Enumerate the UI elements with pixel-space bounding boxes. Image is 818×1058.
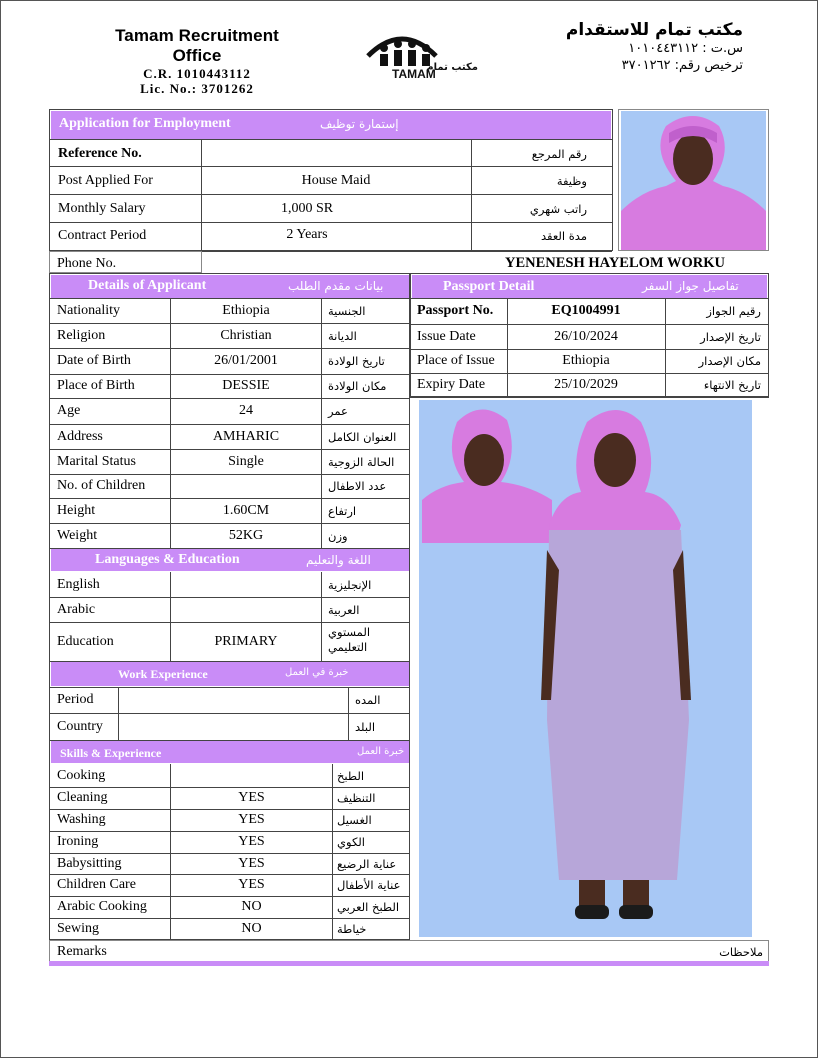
issue-date-label-ar: تاريخ الإصدار: [700, 330, 761, 344]
children-care-label: Children Care: [57, 877, 136, 892]
arabic-cooking-label-ar: الطبخ العربي: [337, 900, 400, 914]
cooking-label-ar: الطبخ: [337, 769, 365, 783]
languages-title-ar: اللغة والتعليم: [306, 553, 371, 567]
babysitting-label: Babysitting: [57, 856, 122, 871]
children-care-value: YES: [238, 877, 265, 892]
expiry-date-label: Expiry Date: [417, 377, 486, 392]
row-divider: [49, 622, 410, 623]
weight-label: Weight: [57, 528, 98, 543]
issue-date-value: 26/10/2024: [554, 329, 618, 344]
row-divider: [410, 373, 769, 374]
tamam-logo: [362, 26, 482, 80]
weight-label-ar: وزن: [328, 529, 348, 543]
reference-label: Reference No.: [58, 146, 142, 161]
row-divider: [49, 809, 410, 810]
children-care-label-ar: عناية الأطفال: [337, 878, 401, 892]
row-divider: [49, 374, 410, 375]
phone-label: Phone No.: [57, 256, 117, 271]
column-divider: [321, 298, 322, 548]
place-of-issue-label: Place of Issue: [417, 353, 495, 368]
passport-no-label: Passport No.: [417, 303, 494, 318]
work-title-bar: [51, 662, 409, 686]
age-label-ar: عمر: [328, 404, 348, 418]
license-number-en: Lic. No.: 3701262: [140, 81, 254, 96]
row-divider: [49, 398, 410, 399]
place-of-birth-value: DESSIE: [222, 378, 270, 393]
row-divider: [49, 424, 410, 425]
arabic-cooking-value: NO: [241, 899, 262, 914]
cooking-label: Cooking: [57, 768, 106, 783]
place-of-birth-label-ar: مكان الولادة: [328, 379, 387, 393]
row-divider: [49, 323, 410, 324]
application-title: Application for Employment: [59, 116, 231, 131]
row-divider: [49, 449, 410, 450]
religion-label-ar: الديانة: [328, 329, 357, 343]
country-label: Country: [57, 719, 103, 734]
skills-title-ar: خبرة العمل: [357, 746, 405, 757]
period-label-ar: المده: [355, 693, 381, 707]
nationality-label-ar: الجنسية: [328, 304, 366, 318]
ironing-value: YES: [238, 834, 265, 849]
header-left: [92, 26, 302, 96]
license-number-ar: ترخيص رقم: ٣٧٠١٢٦٢: [621, 58, 743, 73]
cleaning-value: YES: [238, 790, 265, 805]
row-divider: [410, 349, 769, 350]
no-of-children-label: No. of Children: [57, 478, 146, 493]
height-label-ar: ارتفاع: [328, 504, 357, 518]
address-value: AMHARIC: [212, 429, 280, 444]
contract-period-label-ar: مدة العقد: [541, 229, 587, 243]
religion-value: Christian: [220, 328, 272, 343]
row-divider: [49, 918, 410, 919]
sewing-label-ar: خياطة: [337, 922, 367, 936]
babysitting-value: YES: [238, 856, 265, 871]
cleaning-label-ar: التنظيف: [337, 791, 376, 805]
row-divider: [49, 713, 410, 714]
logo-text-ar: مكتب تمام: [426, 62, 478, 73]
place-of-issue-value: Ethiopia: [562, 353, 610, 368]
marital-status-label-ar: الحالة الزوجية: [328, 455, 395, 469]
cr-number-en: C.R. 1010443112: [143, 66, 251, 81]
sewing-label: Sewing: [57, 921, 99, 936]
place-of-birth-label: Place of Birth: [57, 378, 135, 393]
row-divider: [49, 874, 410, 875]
religion-label: Religion: [57, 328, 106, 343]
period-label: Period: [57, 692, 94, 707]
washing-label-ar: الغسيل: [337, 813, 372, 827]
height-label: Height: [57, 503, 96, 518]
cr-number-ar: س.ت : ١٠١٠٤٤٣١١٢: [628, 41, 743, 56]
column-divider: [332, 764, 333, 940]
height-value: 1.60CM: [222, 503, 270, 518]
row-divider: [49, 523, 410, 524]
details-title: Details of Applicant: [88, 278, 207, 293]
washing-label: Washing: [57, 812, 106, 827]
row-divider: [49, 597, 410, 598]
issue-date-label: Issue Date: [417, 329, 476, 344]
sewing-value: NO: [241, 921, 262, 936]
monthly-salary-label-ar: راتب شهري: [529, 202, 587, 216]
expiry-date-label-ar: تاريخ الانتهاء: [703, 378, 761, 392]
row-divider: [410, 298, 769, 299]
languages-title: Languages & Education: [95, 552, 240, 567]
education-value: PRIMARY: [214, 634, 278, 649]
passport-no-label-ar: رقيم الجواز: [706, 304, 761, 318]
application-title-ar: إستمارة توظيف: [320, 117, 399, 131]
row-divider: [49, 896, 410, 897]
post-applied-value: House Maid: [301, 173, 371, 188]
age-value: 24: [239, 403, 253, 418]
work-title: Work Experience: [118, 667, 208, 681]
column-divider: [321, 572, 322, 661]
row-divider: [410, 397, 769, 398]
ironing-label-ar: الكوي: [337, 835, 365, 849]
row-divider: [49, 474, 410, 475]
washing-value: YES: [238, 812, 265, 827]
reference-label-ar: رقم المرجع: [531, 147, 587, 161]
nationality-value: Ethiopia: [222, 303, 270, 318]
expiry-date-value: 25/10/2029: [554, 377, 618, 392]
column-divider: [665, 298, 666, 397]
english-label-ar: الإنجليزية: [328, 578, 372, 592]
marital-status-value: Single: [228, 454, 264, 469]
weight-value: 52KG: [228, 528, 264, 543]
monthly-salary-label: Monthly Salary: [58, 201, 146, 216]
babysitting-label-ar: عناية الرضيع: [337, 857, 397, 871]
skills-title: Skills & Experience: [60, 746, 162, 760]
post-applied-label-ar: وظيفة: [556, 174, 587, 188]
arabic-label-ar: العربية: [328, 603, 360, 617]
passport-title: Passport Detail: [443, 279, 535, 294]
row-divider: [49, 853, 410, 854]
remarks-label-ar: ملاحظات: [719, 945, 763, 959]
cleaning-label: Cleaning: [57, 790, 108, 805]
row-divider: [49, 298, 410, 299]
date-of-birth-label-ar: تاريخ الولادة: [328, 354, 385, 368]
row-divider: [49, 348, 410, 349]
applicant-photo-full: [419, 400, 752, 937]
logo-text-en: TAMAM: [392, 67, 436, 80]
ironing-label: Ironing: [57, 834, 99, 849]
place-of-issue-label-ar: مكان الإصدار: [698, 354, 761, 368]
marital-status-label: Marital Status: [57, 454, 136, 469]
remarks-label: Remarks: [57, 944, 107, 959]
education-label: Education: [57, 634, 114, 649]
row-divider: [49, 687, 410, 688]
english-label: English: [57, 577, 100, 592]
applicant-name: YENENESH HAYELOM WORKU: [505, 255, 725, 271]
row-divider: [410, 324, 769, 325]
date-of-birth-label: Date of Birth: [57, 353, 131, 368]
age-label: Age: [57, 403, 81, 418]
nationality-label: Nationality: [57, 303, 120, 318]
row-divider: [49, 787, 410, 788]
header-right: [543, 20, 743, 74]
passport-title-ar: تفاصيل جواز السفر: [642, 279, 739, 293]
arabic-label: Arabic: [57, 602, 96, 617]
contract-period-value: 2 Years: [286, 227, 328, 242]
company-name-ar: مكتب تمام للاستقدام: [565, 20, 743, 40]
arabic-cooking-label: Arabic Cooking: [57, 899, 147, 914]
monthly-salary-value: 1,000 SR: [280, 201, 334, 216]
work-title-ar: خبرة في العمل: [285, 667, 349, 678]
education-label-ar: المستوي التعليمي: [328, 625, 371, 654]
row-divider: [49, 831, 410, 832]
remarks-bar: [49, 961, 769, 966]
address-label-ar: العنوان الكامل: [328, 430, 397, 444]
details-title-ar: بيانات مقدم الطلب: [288, 279, 384, 293]
address-label: Address: [57, 429, 103, 444]
company-name-en: Tamam Recruitment Office: [115, 26, 279, 65]
post-applied-label: Post Applied For: [58, 173, 153, 188]
applicant-photo-small: [621, 111, 766, 250]
country-label-ar: البلد: [355, 720, 376, 734]
passport-no-value: EQ1004991: [551, 303, 621, 318]
contract-period-label: Contract Period: [58, 228, 147, 243]
no-of-children-label-ar: عدد الاطفال: [328, 479, 387, 493]
row-divider: [49, 498, 410, 499]
date-of-birth-value: 26/01/2001: [214, 353, 278, 368]
